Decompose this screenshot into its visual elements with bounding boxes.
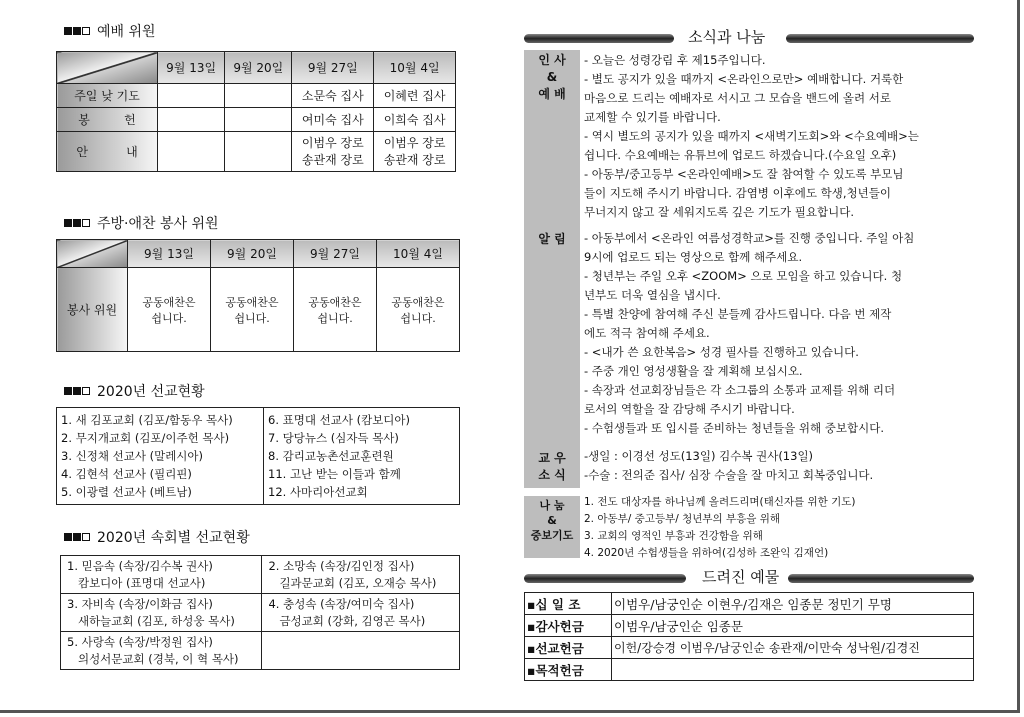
group-cell: 1. 믿음속 (속장/김수복 권사) 캄보디아 (표명대 선교사) [61, 556, 262, 594]
greeting-lines [584, 51, 976, 222]
list-item: 3. 신정채 선교사 (말레시아) [61, 449, 204, 463]
list-item: - 아동부/중고등부 <온라인예배>도 잘 참여할 수 있도록 부모님 [584, 167, 904, 181]
list-item: 1. 전도 대상자를 하나님께 올려드리며(태신자를 위한 기도) [584, 496, 856, 508]
members-lines [584, 447, 976, 485]
groups-table [60, 555, 460, 670]
list-item: 5. 이광렬 선교사 (베트남) [61, 485, 192, 499]
black-square-icon: ▪ [527, 662, 536, 678]
list-item: 에도 적극 참여해 주세요. [584, 326, 710, 340]
kitchen-section-title: 주방·애찬 봉사 위원 [64, 213, 219, 233]
offering-value: 이헌/강승경 이범우/남궁인순 송관재/이만숙 성낙원/김경진 [612, 637, 974, 659]
offering-label: ▪십 일 조 [525, 593, 612, 615]
list-item: 교제할 수 있기를 바랍니다. [584, 110, 721, 124]
list-item: 무너지지 않고 잘 세워지도록 깊은 기도가 필요합니다. [584, 205, 854, 219]
offerings-title: 드려진 예물 [702, 568, 780, 586]
date-header: 9월 20일 [225, 52, 292, 84]
table-cell: 이혜련 집사 [374, 84, 456, 108]
list-item: 2. 무지개교회 (김포/이주헌 목사) [61, 431, 230, 445]
square-bullets-icon [64, 383, 91, 399]
table-cell: 소문숙 집사 [292, 84, 374, 108]
notice-label: 알 림 [538, 232, 566, 246]
table-cell [225, 84, 292, 108]
list-item: - <내가 쓴 요한복음> 성경 필사를 진행하고 있습니다. [584, 345, 859, 359]
groups-section-title: 2020년 속회별 선교현황 [64, 527, 250, 547]
list-item: - 아동부에서 <온라인 여름성경학교>를 진행 중입니다. 주일 아침 [584, 231, 915, 245]
diagonal-header-cell [57, 240, 128, 268]
list-item: 8. 감리교농촌선교훈련원 [268, 449, 394, 463]
date-header: 9월 27일 [292, 52, 374, 84]
date-header: 9월 13일 [128, 240, 211, 268]
diagonal-header-cell [57, 52, 158, 84]
date-header: 9월 20일 [211, 240, 294, 268]
row-label: 주일 낮 기도 [57, 84, 158, 108]
list-item: - 특별 찬양에 참여해 주신 분들께 감사드립니다. 다음 번 제작 [584, 307, 892, 321]
list-item: 7. 당당뉴스 (심자득 목사) [268, 431, 399, 445]
notice-lines [584, 229, 976, 438]
prayer-label: 나 눔 & 중보기도 [530, 499, 574, 542]
table-cell: 공동애찬은 쉽니다. [128, 268, 211, 352]
list-item: 11. 고난 받는 이들과 함께 [268, 467, 401, 481]
missions-table [56, 407, 460, 505]
list-item: - 속장과 선교회장님들은 각 소그룹의 소통과 교제를 위해 리더 [584, 383, 896, 397]
black-square-icon: ▪ [527, 640, 536, 656]
list-item: -수술 : 전의준 집사/ 심장 수술을 잘 마치고 회복중입니다. [584, 468, 874, 482]
list-item: - 수험생들과 또 입시를 준비하는 청년들을 위해 중보합시다. [584, 421, 885, 435]
table-cell: 공동애찬은 쉽니다. [377, 268, 460, 352]
title-bar-right [786, 34, 974, 43]
table-cell [158, 132, 225, 172]
list-item: 12. 사마리아선교회 [268, 485, 368, 499]
list-item: 6. 표명대 선교사 (캄보디아) [268, 413, 411, 427]
missions-section-title: 2020년 선교현황 [64, 381, 205, 401]
table-cell: 공동애찬은 쉽니다. [294, 268, 377, 352]
members-label: 교 우 소 식 [538, 451, 566, 482]
missions-right-list [264, 408, 460, 505]
title-bar-right [788, 574, 974, 583]
greeting-label: 인 사 & 예 배 [538, 53, 566, 101]
list-item: - 오늘은 성령강림 후 제15주입니다. [584, 53, 766, 67]
list-item: - 역시 별도의 공지가 있을 때까지 <새벽기도회>와 <수요예배>는 [584, 129, 919, 143]
table-cell [225, 108, 292, 132]
group-cell: 5. 사랑속 (속장/박정원 집사) 의성서문교회 (경북, 이 혁 목사) [61, 632, 262, 670]
prayer-lines [584, 494, 976, 562]
table-cell: 이범우 장로 송관재 장로 [292, 132, 374, 172]
date-header: 10월 4일 [377, 240, 460, 268]
list-item: 들이 지도해 주시기 바랍니다. 감염병 이후에도 학생,청년들이 [584, 186, 891, 200]
list-item: 9시에 업로드 되는 영상으로 함께 해주세요. [584, 250, 803, 264]
list-item: 쉽니다. 수요예배는 유튜브에 업로드 하겠습니다.(수요일 오후) [584, 148, 897, 162]
list-item: 4. 2020년 수험생들을 위하여(김성하 조완익 김재언) [584, 547, 829, 559]
group-cell: 2. 소망속 (속장/김인정 집사) 길과문교회 (김포, 오재승 목사) [262, 556, 460, 594]
table-cell: 공동애찬은 쉽니다. [211, 268, 294, 352]
list-item: -생일 : 이경선 성도(13일) 김수복 권사(13일) [584, 449, 814, 463]
black-square-icon: ▪ [527, 618, 536, 634]
table-cell [158, 108, 225, 132]
group-cell: 4. 충성속 (속장/여미숙 집사) 금성교회 (강화, 김영곤 목사) [262, 594, 460, 632]
table-cell: 이희숙 집사 [374, 108, 456, 132]
offering-value: 이범우/남궁인순 임종문 [612, 615, 974, 637]
offering-value: 이범우/남궁인순 이현우/김재은 임종문 정민기 무명 [612, 593, 974, 615]
square-bullets-icon [64, 215, 91, 231]
row-label: 봉사 위원 [57, 268, 128, 352]
worship-table [56, 51, 456, 172]
list-item: 2. 아동부/ 중고등부/ 청년부의 부흥을 위해 [584, 513, 781, 525]
table-cell [158, 84, 225, 108]
list-item: 1. 새 김포교회 (김포/함동우 목사) [61, 413, 233, 427]
group-cell: 3. 자비속 (속장/이화금 집사) 새하늘교회 (김포, 하성웅 목사) [61, 594, 262, 632]
square-bullets-icon [64, 529, 91, 545]
news-title: 소식과 나눔 [688, 28, 766, 46]
missions-left-list [57, 408, 264, 505]
kitchen-table [56, 239, 460, 352]
list-item: - 별도 공지가 있을 때까지 <온라인으로만> 예배합니다. 거룩한 [584, 72, 904, 86]
offerings-table [524, 592, 974, 681]
date-header: 10월 4일 [374, 52, 456, 84]
date-header: 9월 27일 [294, 240, 377, 268]
worship-section-title: 예배 위원 [64, 21, 156, 41]
offering-label: ▪목적헌금 [525, 659, 612, 681]
table-cell: 이범우 장로 송관재 장로 [374, 132, 456, 172]
square-bullets-icon [64, 23, 91, 39]
group-cell-empty [262, 632, 460, 670]
list-item: 3. 교회의 영적인 부흥과 건강함을 위해 [584, 530, 763, 542]
row-label: 안 내 [57, 132, 158, 172]
list-item: 마음으로 드리는 예배자로 서시고 그 모습을 밴드에 올려 서로 [584, 91, 891, 105]
offering-label: ▪선교헌금 [525, 637, 612, 659]
row-label: 봉 헌 [57, 108, 158, 132]
offering-value [612, 659, 974, 681]
list-item: - 청년부는 주일 오후 <ZOOM> 으로 모임을 하고 있습니다. 청 [584, 269, 903, 283]
list-item: - 주중 개인 영성생활을 잘 계획해 보십시오. [584, 364, 803, 378]
news-label-column [524, 50, 580, 488]
list-item: 4. 김현석 선교사 (필리핀) [61, 467, 192, 481]
list-item: 로서의 역할을 잘 감당해 주시기 바랍니다. [584, 402, 795, 416]
date-header: 9월 13일 [158, 52, 225, 84]
table-cell [225, 132, 292, 172]
title-bar-left [524, 34, 674, 43]
black-square-icon: ▪ [527, 596, 536, 612]
title-bar-left [524, 574, 686, 583]
table-cell: 여미숙 집사 [292, 108, 374, 132]
offering-label: ▪감사헌금 [525, 615, 612, 637]
list-item: 년부도 더욱 열심을 냅시다. [584, 288, 721, 302]
